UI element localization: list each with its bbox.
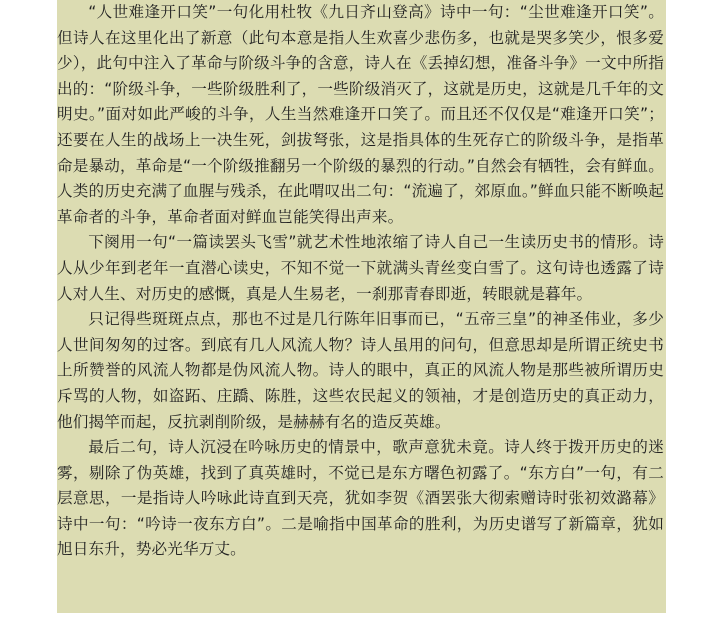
paragraph-4: 最后二句，诗人沉浸在吟咏历史的情景中，歌声意犹未竟。诗人终于拨开历史的迷雾，剔除了伪英雄，找到了真英雄时，不觉已是东方曙色初露了。“东方白”一句，有二层意思，一是指诗人吟咏此诗直到天亮，犹如李贺《酒罢张大彻索赠诗时张初效潞幕》诗中一句：“吟诗一夜东方白”。二是喻指中国革命的胜利，为历史谱写了新篇章，犹如旭日东升，势必光华万丈。 (57, 438, 664, 559)
paragraph-3: 只记得些斑斑点点，那也不过是几行陈年旧事而已，“五帝三皇”的神圣伟业，多少人世间匆匆的过客。到底有几人风流人物？诗人虽用的问句，但意思却是所谓正统史书上所赞誉的风流人物都是伪风流人物。诗人的眼中，真正的风流人物是那些被所谓历史斥骂的人物，如盗跖、庄蹻、陈胜，这些农民起义的领袖，才是创造历史的真正动力，他们揭竿而起，反抗剥削阶级，是赫赫有名的造反英雄。 (57, 310, 664, 431)
paragraph-2: 下阕用一句“一篇读罢头飞雪”就艺术性地浓缩了诗人自己一生读历史书的情形。诗人从少年到老年一直潜心读史，不知不觉一下就满头青丝变白雪了。这句诗也透露了诗人对人生、对历史的感慨，真是人生易老，一刹那青春即逝，转眼就是暮年。 (57, 233, 664, 303)
paragraph-1: “人世难逢开口笑”一句化用杜牧《九日齐山登高》诗中一句：“尘世难逢开口笑”。但诗人在这里化出了新意（此句本意是指人生欢喜少悲伤多，也就是哭多笑少，恨多爱少），此句中注入了革命与阶级斗争的含意，诗人在《丢掉幻想，准备斗争》一文中所指出的：“阶级斗争，一些阶级胜利了，一些阶级消灭了，这就是历史，这就是几千年的文明史。”面对如此严峻的斗争，人生当然难逢开口笑了。而且还不仅仅是“难逢开口笑”；还要在人生的战场上一决生死，剑拔弩张，这是指具体的生死存亡的阶级斗争，是指革命是暴动，革命是“一个阶级推翻另一个阶级的暴烈的行动。”自然会有牺牲，会有鲜血。人类的历史充满了血腥与残杀，在此喟叹出二句：“流遍了，郊原血。”鲜血只能不断唤起革命者的斗争，革命者面对鲜血岂能笑得出声来。 (57, 3, 664, 226)
article-body (57, 0, 666, 563)
article-page (57, 0, 666, 613)
